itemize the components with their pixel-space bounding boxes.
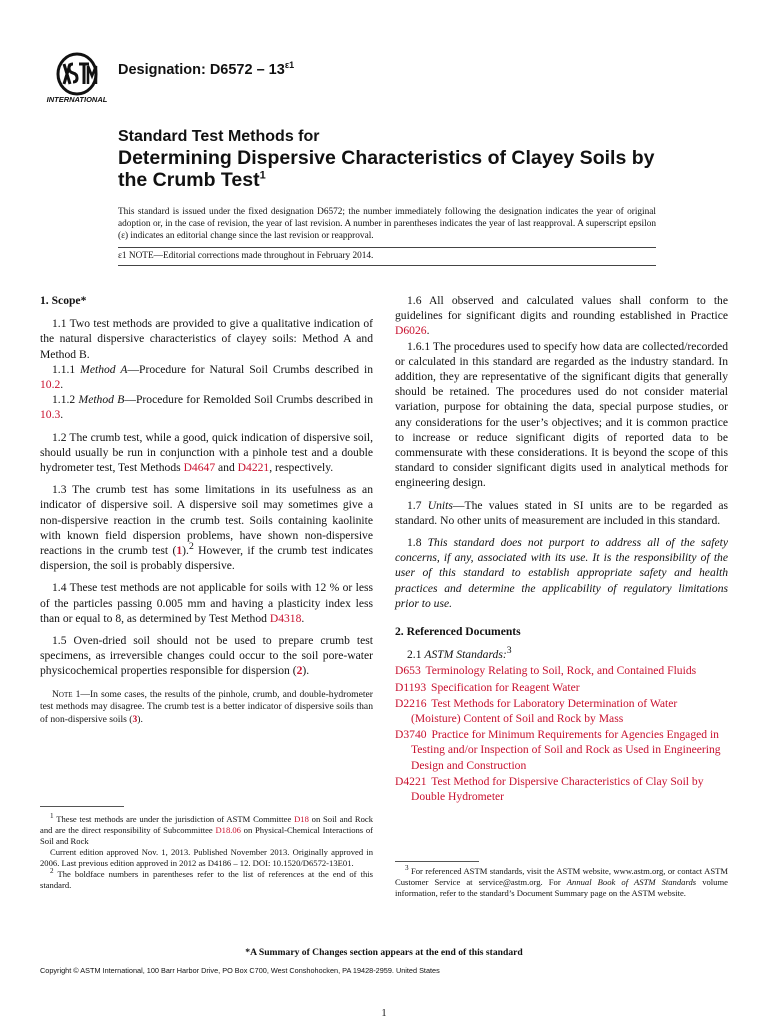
para-text: —The values stated in SI units are to be regarded as standard. No other units of measurement are included in this standard. — [395, 498, 729, 527]
designation — [118, 62, 294, 78]
paragraph-1-4: 1.4 These test methods are not applicable for soils with 12 % or less of the particles passing 0.005 mm and having a plasticity index less than or equal to 8, as determined by Test Method D4318. — [40, 581, 373, 625]
footnote-number: 1 — [50, 812, 54, 821]
para-text: —Procedure for Remolded Soil Crumbs described in — [124, 393, 373, 407]
footnote-text: on Physical-Chemical Interactions of Soil and Rock — [40, 825, 374, 846]
footnote-edition: Current edition approved Nov. 1, 2013. Published November 2013. Originally approved in 2006. Last previous edition approved in 2012 as D4186 – 12. DOI: 10.1520/D6572-13E01. — [40, 847, 373, 868]
astm-logo — [44, 52, 110, 104]
paragraph-1-1: 1.1 Two test methods are provided to give a qualitative indication of the natural dispersive characteristics of clayey soils: Method A and Method B. — [40, 317, 373, 361]
footnote-1 — [40, 814, 373, 847]
method-a-label: Method A — [80, 362, 128, 376]
designation-superscript: ε1 — [284, 60, 295, 71]
section-heading-referenced-documents: 2. Referenced Documents — [395, 625, 521, 639]
para-text: 1.5 Oven-dried soil should not be used to prepare crumb test specimens, as irreversible changes could occur to the soil pore-water physicochemical properties responsible for dispersion ( — [40, 634, 373, 678]
paragraph-2-1 — [395, 647, 728, 662]
astm-logo-icon — [44, 52, 110, 104]
ref-link-d4318[interactable]: D4318 — [269, 611, 302, 625]
footnotes-right — [395, 866, 728, 899]
reference-item — [395, 696, 728, 726]
document-title-text: Determining Dispersive Characteristics of Clayey Soils by the Crumb Test — [118, 147, 655, 191]
copyright-line: Copyright © ASTM International, 100 Barr Harbor Drive, PO Box C700, West Conshohocken, PA 19428-2959. United States — [40, 966, 440, 975]
paragraph-1-7 — [395, 498, 728, 528]
reference-title[interactable]: Specification for Reagent Water — [431, 680, 580, 694]
title-footnote-marker: 1 — [259, 169, 266, 182]
reference-title[interactable]: Test Method for Dispersive Characteristics of Clay Soil by Double Hydrometer — [411, 774, 704, 804]
right-column — [395, 293, 728, 804]
title-prefix: Standard Test Methods for — [118, 128, 320, 145]
reference-item — [395, 663, 728, 678]
ref-link-d1193[interactable]: D1193 — [395, 680, 427, 694]
logo-text: INTERNATIONAL — [46, 95, 108, 104]
paragraph-1-1-1: 1.1.1 Method A—Procedure for Natural Soil Crumbs described in 10.2. — [40, 362, 374, 392]
reference-title[interactable]: Terminology Relating to Soil, Rock, and Contained Fluids — [425, 664, 697, 678]
footnote-text: These test methods are under the jurisdiction of ASTM Committee — [53, 814, 295, 824]
paragraph-1-2 — [40, 430, 373, 476]
para-text: , respectively. — [269, 461, 334, 475]
standard-issuance-note: This standard is issued under the fixed designation D6572; the number immediately following the designation indicates the year of original adoption or, in the case of revision, the year of last revision. A number in parentheses indicates the year of last reapproval. A superscript epsilon (ε) indicates an editorial change since the last revision or reapproval. — [118, 207, 656, 242]
units-label: Units — [427, 498, 453, 512]
reference-item — [395, 727, 728, 773]
ref-link-2[interactable]: 2 — [296, 664, 303, 678]
reference-item — [395, 774, 728, 804]
epsilon-note: ε1 NOTE—Editorial corrections made throughout in February 2014. — [118, 251, 374, 261]
para-text: 1.6 All observed and calculated values shall conform to the guidelines for significant digits and rounding established in Practice — [395, 294, 728, 323]
ref-link-d6026[interactable]: D6026 — [395, 324, 427, 338]
note-text: ). — [137, 713, 143, 725]
safety-statement: This standard does not purport to address all of the safety concerns, if any, associated with its use. It is the responsibility of the user of this standard to establish appropriate safety and health practices and determine the applicability of regulatory limitations prior to use. — [395, 536, 728, 610]
para-text: —Procedure for Natural Soil Crumbs described in — [127, 362, 374, 376]
para-number: 2.1 — [407, 648, 425, 662]
paragraph-1-6: 1.6 All observed and calculated values shall conform to the guidelines for significant digits and rounding established in Practice D6026. — [395, 294, 728, 338]
para-number: 1.8 — [407, 536, 428, 550]
divider-bottom — [118, 265, 656, 266]
paragraph-1-8 — [395, 535, 728, 611]
ref-link-d3740[interactable]: D3740 — [395, 728, 427, 742]
annual-book-title: Annual Book of ASTM Standards — [566, 877, 697, 887]
reference-title[interactable]: Test Methods for Laboratory Determination of Water (Moisture) Content of Soil and Rock by Mass — [411, 696, 678, 726]
paragraph-1-1-2: 1.1.2 Method B—Procedure for Remolded Soil Crumbs described in 10.3. — [40, 393, 373, 422]
note-label: Note — [52, 688, 73, 700]
ref-link-10-3[interactable]: 10.3 — [40, 408, 61, 422]
footnotes-left — [40, 814, 373, 891]
method-b-label: Method B — [78, 393, 125, 407]
page-number: 1 — [381, 1008, 387, 1019]
summary-of-changes-note: *A Summary of Changes section appears at the end of this standard — [245, 947, 523, 958]
para-text: 1.4 These test methods are not applicable for soils with 12 % or less of the particles passing 0.005 mm and having a plasticity index less than or equal to 8, as determined by Test Method — [40, 581, 373, 625]
footnote-text: The boldface numbers in parentheses refer to the list of references at the end of this standard. — [40, 869, 373, 890]
para-text: 1.2 The crumb test, while a good, quick indication of dispersive soil, should usually be run in conjunction with a pinhole test and a double hydrometer test, Test Methods — [40, 430, 373, 475]
para-text: ). — [182, 544, 189, 558]
footnote-rule-left — [40, 806, 124, 807]
para-number: 1.1.1 — [52, 362, 81, 376]
ref-link-1[interactable]: 1 — [176, 544, 183, 558]
footnote-2 — [40, 869, 373, 891]
para-text: ). — [302, 664, 310, 678]
ref-link-d653[interactable]: D653 — [395, 664, 421, 678]
para-text: However, if the crumb test indicates dispersion, the soil is probably dispersive. — [40, 544, 373, 573]
ref-link-d4221[interactable]: D4221 — [237, 461, 270, 475]
reference-title[interactable]: Practice for Minimum Requirements for Agencies Engaged in Testing and/or Inspection of Soil and Rock as Used in Engineering Design and Construction — [411, 728, 721, 772]
left-column — [40, 293, 373, 726]
section-heading-scope: 1. Scope* — [40, 294, 87, 307]
ref-link-d4647[interactable]: D4647 — [183, 461, 216, 475]
footnote-3 — [395, 866, 728, 899]
footnote-text: volume information, refer to the standard’s Document Summary page on the ASTM website. — [395, 877, 728, 898]
footnote-text: For referenced ASTM standards, visit the ASTM website, www.astm.org, or contact ASTM Customer Service at service@astm.org. For — [395, 866, 728, 887]
ref-link-d4221-ref[interactable]: D4221 — [395, 774, 427, 788]
footnote-number: 2 — [50, 867, 54, 876]
note-text: 1—In some cases, the results of the pinhole, crumb, and double-hydrometer test methods may disagree. The crumb test is a better indicator of dispersive soils than of non-dispersive soils ( — [40, 688, 373, 725]
footnote-number: 3 — [405, 864, 409, 873]
footnote-marker-3: 3 — [506, 645, 512, 657]
footnote-text: on Soil and Rock and are the direct responsibility of Subcommittee — [40, 814, 373, 835]
footnote-rule-right — [395, 861, 479, 862]
divider-top — [118, 247, 656, 248]
ref-link-10-2[interactable]: 10.2 — [40, 378, 61, 392]
ref-link-d18[interactable]: D18 — [294, 814, 309, 824]
paragraph-1-5 — [40, 633, 373, 679]
para-number: 1.7 — [407, 498, 428, 512]
reference-item — [395, 680, 728, 695]
astm-standards-label: ASTM Standards: — [424, 648, 507, 662]
paragraph-1-6-1: 1.6.1 The procedures used to specify how data are collected/recorded or calculated in this standard are regarded as the industry standard. In addition, they are representative of the significant digits that generally should be retained. The procedures used do not consider material variation, purpose for obtaining the data, special purpose studies, or any considerations for the user’s objectives; and it is common practice to increase or reduce significant digits of reported data to be commensurate with these considerations. It is beyond the scope of this standard to consider significant digits used in analytical methods for engineering design. — [395, 339, 728, 490]
ref-link-d18-06[interactable]: D18.06 — [215, 825, 241, 835]
footnote-marker-2: 2 — [188, 541, 194, 553]
note-1 — [40, 689, 373, 727]
para-text: and — [215, 461, 238, 475]
para-text: 1.3 The crumb test has some limitations in its usefulness as an indicator of dispersive soil. A dispersive soil may sometimes give a non-dispersive reaction in the crumb test. Soils containing kaolinite with known field dispersion problems, have shown non-dispersive reactions in the crumb test ( — [40, 483, 373, 558]
para-number: 1.1.2 — [52, 393, 79, 407]
document-title — [118, 147, 678, 191]
ref-link-3[interactable]: 3 — [132, 713, 138, 725]
designation-label: Designation: D6572 – 13 — [118, 62, 285, 78]
paragraph-1-3 — [40, 482, 373, 573]
ref-link-d2216[interactable]: D2216 — [395, 696, 427, 710]
